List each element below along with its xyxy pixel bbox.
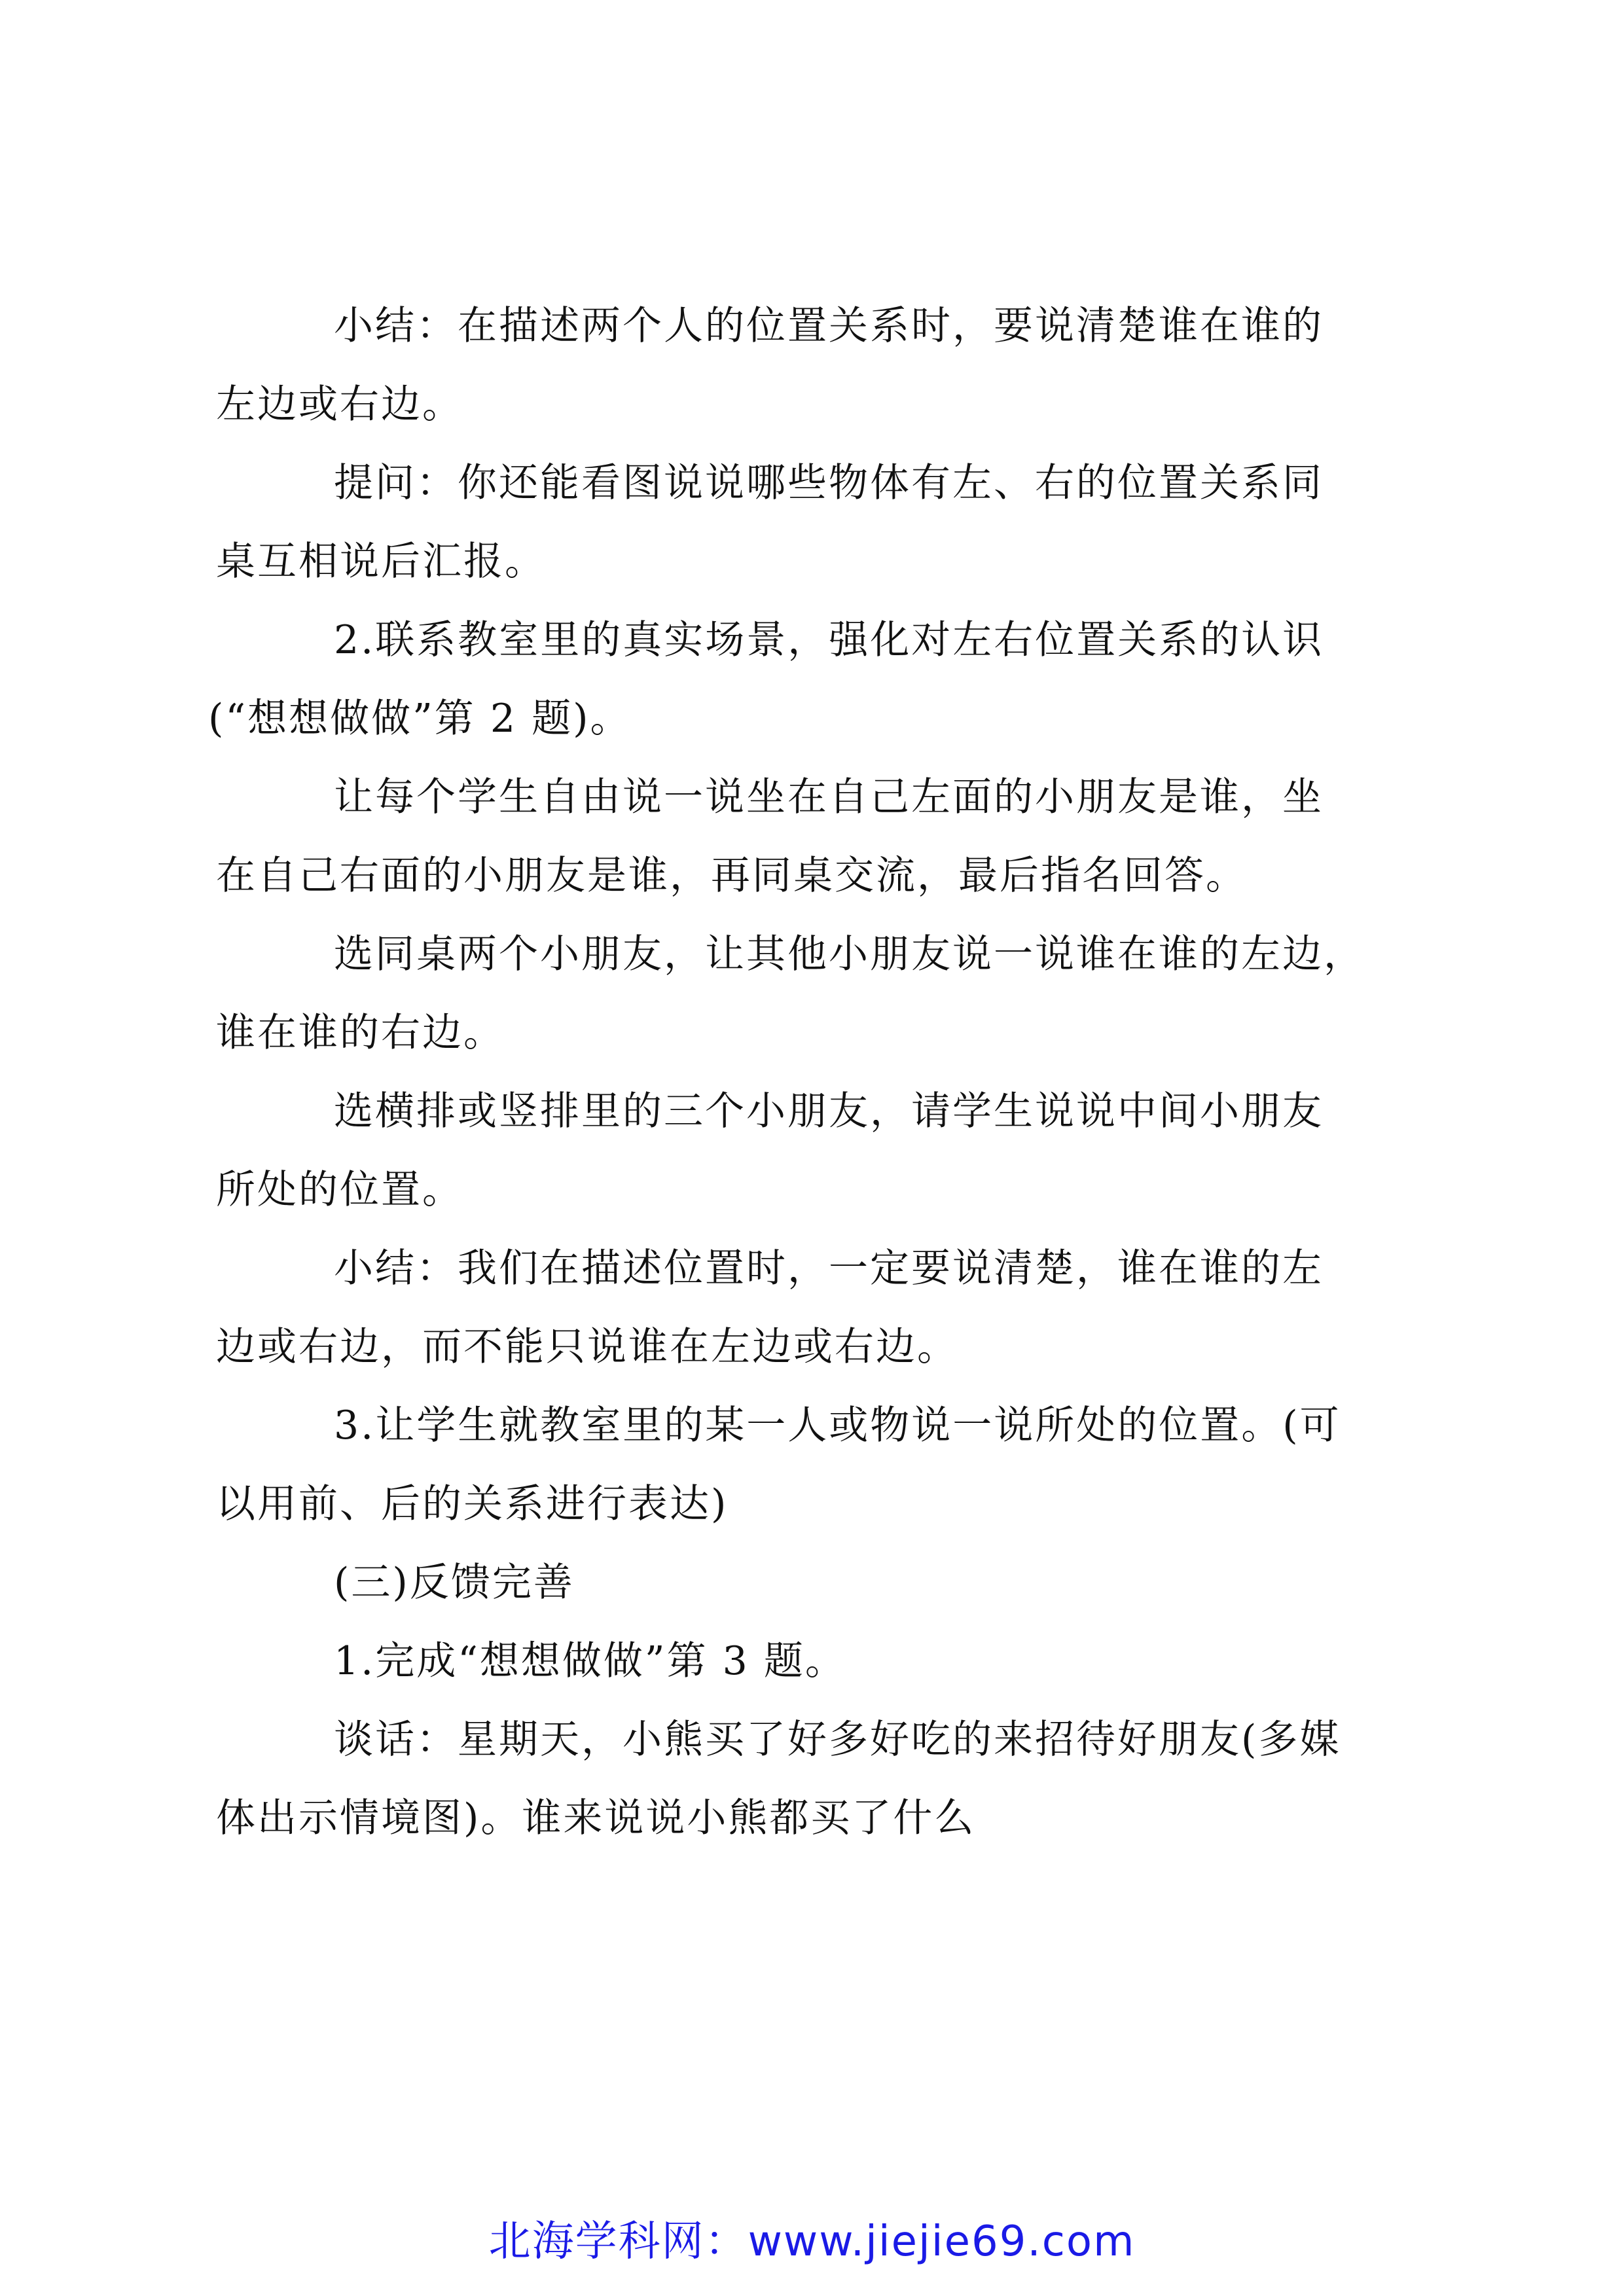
text-line: 提问：你还能看图说说哪些物体有左、右的位置关系同 — [334, 460, 1324, 506]
text-line: 边或右边，而不能只说谁在左边或右边。 — [216, 1324, 958, 1370]
text-line: 桌互相说后汇报。 — [216, 539, 546, 584]
text-line: 1.完成“想想做做”第 3 题。 — [334, 1638, 846, 1684]
section-heading: (三)反馈完善 — [334, 1560, 575, 1605]
text-line: 小结：我们在描述位置时，一定要说清楚，谁在谁的左 — [334, 1246, 1324, 1291]
footer-watermark: 北海学科网：www.jiejie69.com — [488, 2217, 1136, 2266]
text-line: 小结：在描述两个人的位置关系时，要说清楚谁在谁的 — [334, 303, 1324, 349]
text-line: 选横排或竖排里的三个小朋友，请学生说说中间小朋友 — [334, 1088, 1324, 1134]
text-line: 左边或右边。 — [216, 382, 463, 427]
text-line: 以用前、后的关系进行表达) — [216, 1481, 729, 1527]
text-line: 谈话：星期天，小熊买了好多好吃的来招待好朋友(多媒 — [334, 1717, 1341, 1763]
text-line: 体出示情境图)。谁来说说小熊都买了什么 — [216, 1795, 976, 1841]
text-line: (“想想做做”第 2 题)。 — [208, 696, 632, 742]
text-line: 谁在谁的右边。 — [216, 1010, 505, 1056]
text-line: 选同桌两个小朋友，让其他小朋友说一说谁在谁的左边， — [334, 931, 1365, 977]
text-line: 所处的位置。 — [216, 1167, 463, 1213]
text-line: 3.让学生就教室里的某一人或物说一说所处的位置。(可 — [334, 1403, 1341, 1448]
text-line: 让每个学生自由说一说坐在自己左面的小朋友是谁，坐 — [334, 774, 1324, 820]
text-line: 在自己右面的小朋友是谁，再同桌交流，最后指名回答。 — [216, 853, 1247, 899]
text-line: 2.联系教室里的真实场景，强化对左右位置关系的认识 — [334, 617, 1324, 663]
